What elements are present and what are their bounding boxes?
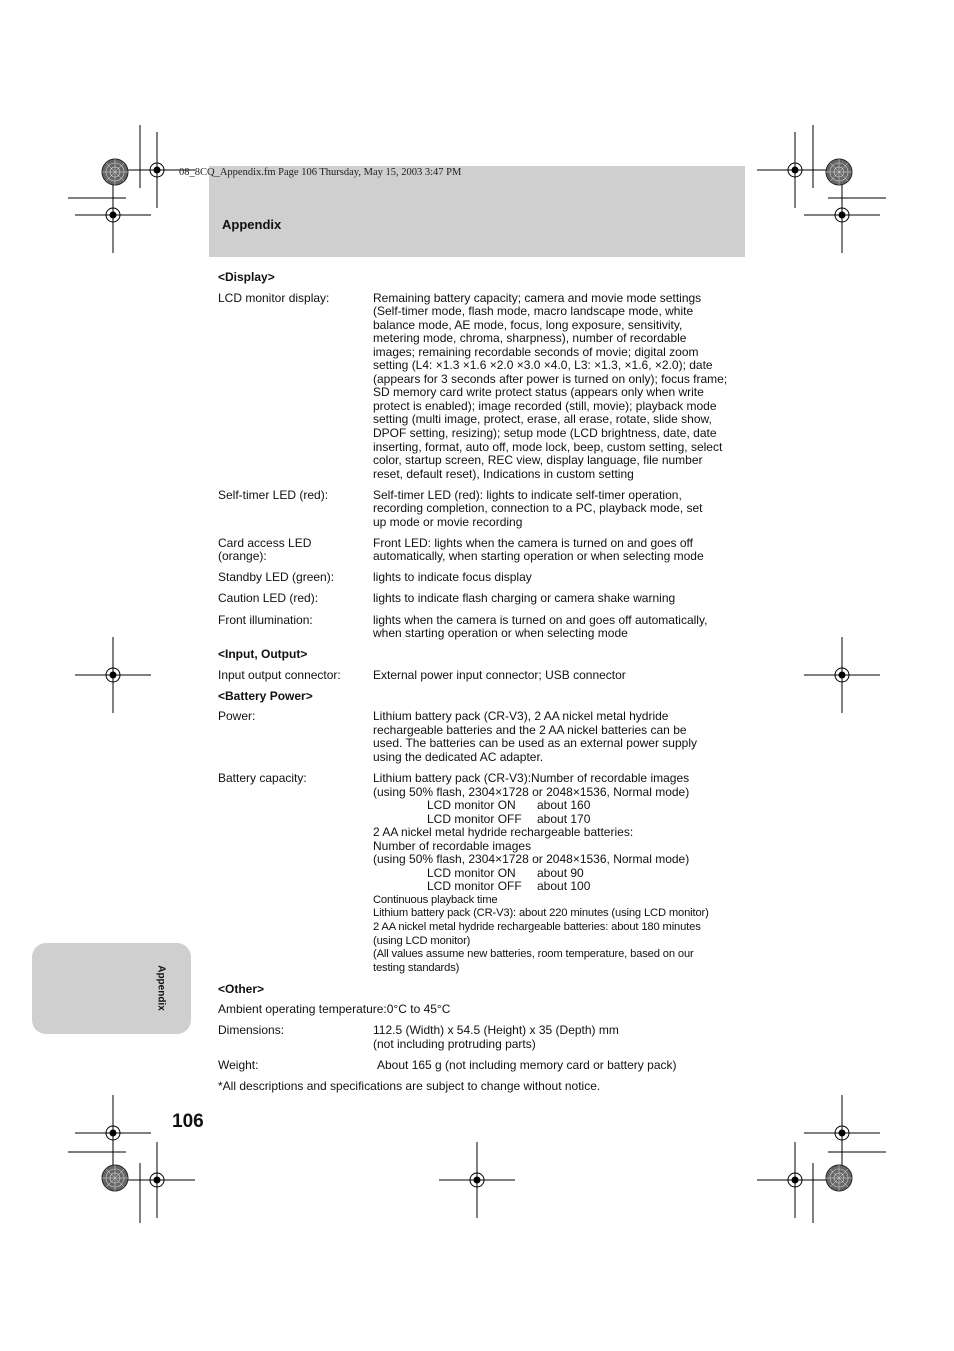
registration-cross-icon bbox=[757, 132, 833, 208]
spec-row-selftimer bbox=[218, 489, 740, 530]
spec-row-battery-capacity bbox=[218, 772, 740, 975]
text-line: up mode or movie recording bbox=[373, 514, 523, 529]
text-line: when starting operation or when selecting mode bbox=[373, 626, 628, 641]
spec-label: Self-timer LED (red): bbox=[218, 487, 329, 502]
section-heading-battery: <Battery Power> bbox=[218, 688, 313, 703]
spec-row-power bbox=[218, 710, 740, 764]
capacity-mode: LCD monitor ON bbox=[427, 865, 516, 880]
text-line: (Self-timer mode, flash mode, macro landscape mode, white bbox=[373, 304, 694, 319]
page-number: 106 bbox=[172, 1111, 204, 1132]
spec-value bbox=[373, 489, 740, 530]
registration-cross-icon bbox=[119, 1142, 195, 1218]
section-heading-io: <Input, Output> bbox=[218, 647, 308, 662]
registration-cross-icon bbox=[804, 177, 880, 253]
spec-row-ambient bbox=[218, 1003, 740, 1017]
text-line: Lithium battery pack (CR-V3), 2 AA nickel metal hydride bbox=[373, 709, 669, 724]
spec-row-connector bbox=[218, 669, 740, 683]
text-line: automatically, when starting operation or when selecting mode bbox=[373, 549, 704, 564]
spec-value: About 165 g (not including memory card or battery pack) bbox=[377, 1057, 677, 1072]
text-line: protect is enabled); image recorded (still, movie); playback mode bbox=[373, 398, 717, 413]
spec-value bbox=[373, 614, 740, 641]
capacity-count: about 170 bbox=[537, 811, 591, 826]
text-line: reset, default reset), Indications in custom setting bbox=[373, 466, 634, 481]
spec-value: lights to indicate flash charging or camera shake warning bbox=[373, 591, 676, 606]
spec-label: LCD monitor display: bbox=[218, 290, 330, 305]
text-line: inserting, format, auto off, mode lock, beep, custom setting, select bbox=[373, 439, 723, 454]
registration-cross-icon bbox=[804, 637, 880, 713]
text-line: Lithium battery pack (CR-V3): about 220 minutes (using LCD monitor) bbox=[373, 907, 709, 920]
spec-value bbox=[373, 537, 740, 564]
text-line: Self-timer LED (red): lights to indicate self-timer operation, bbox=[373, 487, 682, 502]
text-line: 2 AA nickel metal hydride rechargeable batteries: about 180 minutes bbox=[373, 920, 701, 933]
label-line: Card access LED bbox=[218, 535, 312, 550]
text-line: testing standards) bbox=[373, 961, 460, 974]
label-line: (orange): bbox=[218, 549, 267, 564]
spec-label: Standby LED (green): bbox=[218, 570, 335, 585]
section-heading-other: <Other> bbox=[218, 981, 265, 996]
capacity-mode: LCD monitor OFF bbox=[427, 811, 522, 826]
capacity-mode: LCD monitor ON bbox=[427, 798, 516, 813]
spec-row-caution bbox=[218, 592, 740, 606]
registration-cross-icon bbox=[75, 1095, 151, 1171]
footnote: *All descriptions and specifications are subject to change without notice. bbox=[218, 1078, 601, 1093]
registration-cross-icon bbox=[75, 177, 151, 253]
text-line: metering mode, chroma, sharpness), number of recordable bbox=[373, 331, 687, 346]
text-line: (using 50% flash, 2304×1728 or 2048×1536, Normal mode) bbox=[373, 852, 690, 867]
spec-label: Front illumination: bbox=[218, 612, 313, 627]
capacity-entry bbox=[373, 867, 740, 881]
spec-content bbox=[218, 268, 740, 1093]
color-target-icon bbox=[102, 159, 128, 185]
spec-row-lcd bbox=[218, 292, 740, 482]
text-line: setting (L4: ×1.3 ×1.6 ×2.0 ×3.0 ×4.0, L3: ×1.3, ×1.6, ×2.0); date bbox=[373, 358, 713, 373]
registration-cross-icon bbox=[804, 1095, 880, 1171]
spec-label: Dimensions: bbox=[218, 1023, 285, 1038]
text-line: Number of recordable images bbox=[373, 838, 532, 853]
spec-value bbox=[373, 710, 740, 764]
spec-row-dimensions bbox=[218, 1024, 740, 1051]
spec-value bbox=[373, 292, 740, 482]
text-line: DPOF setting, resizing); setup mode (LCD brightness, date, date bbox=[373, 426, 717, 441]
capacity-count: about 100 bbox=[537, 879, 591, 894]
text-line: (appears for 3 seconds after power is turned on only); focus frame; bbox=[373, 371, 728, 386]
capacity-count: about 90 bbox=[537, 865, 584, 880]
text-line: 2 AA nickel metal hydride rechargeable batteries: bbox=[373, 825, 634, 840]
text-line: Front LED: lights when the camera is turned on and goes off bbox=[373, 535, 693, 550]
color-target-icon bbox=[102, 1165, 128, 1191]
text-line: Continuous playback time bbox=[373, 893, 498, 906]
registration-cross-icon bbox=[439, 1142, 515, 1218]
header-band bbox=[209, 166, 745, 257]
spec-value bbox=[373, 1024, 740, 1051]
text-line: recording completion, connection to a PC, playback mode, set bbox=[373, 501, 703, 516]
spec-value bbox=[373, 772, 740, 975]
color-target-icon bbox=[826, 159, 852, 185]
side-tab bbox=[32, 943, 191, 1034]
text-line: (using LCD monitor) bbox=[373, 934, 471, 947]
spec-value: External power input connector; USB connector bbox=[373, 667, 626, 682]
text-line: (All values assume new batteries, room temperature, based on our bbox=[373, 948, 694, 961]
registration-cross-icon bbox=[757, 1142, 833, 1218]
page-title: Appendix bbox=[222, 217, 282, 232]
text-line: rechargeable batteries and the 2 AA nickel batteries can be bbox=[373, 722, 687, 737]
spec-row-weight bbox=[218, 1059, 740, 1073]
text-line: Remaining battery capacity; camera and movie mode settings bbox=[373, 290, 702, 305]
spec-text: Ambient operating temperature:0°C to 45°C bbox=[218, 1002, 451, 1017]
capacity-count: about 160 bbox=[537, 798, 591, 813]
side-tab-label: Appendix bbox=[155, 965, 167, 1011]
spec-label: Caution LED (red): bbox=[218, 591, 319, 606]
spec-label: Weight: bbox=[218, 1057, 259, 1072]
registration-cross-icon bbox=[75, 637, 151, 713]
text-line: images; remaining recordable seconds of movie; digital zoom bbox=[373, 344, 699, 359]
file-info: 08_8CQ_Appendix.fm Page 106 Thursday, May 15, 2003 3:47 PM bbox=[179, 167, 462, 178]
text-line: lights when the camera is turned on and goes off automatically, bbox=[373, 612, 708, 627]
spec-label: Input output connector: bbox=[218, 667, 341, 682]
text-line: color, startup screen, REC view, display language, file number bbox=[373, 453, 703, 468]
spec-value: lights to indicate focus display bbox=[373, 570, 532, 585]
text-line: setting (multi image, protect, erase, all erase, rotate, slide show, bbox=[373, 412, 712, 427]
spec-row-front-illumination bbox=[218, 614, 740, 641]
text-line: 112.5 (Width) x 54.5 (Height) x 35 (Depth) mm bbox=[373, 1023, 619, 1038]
text-line: Lithium battery pack (CR-V3):Number of recordable images bbox=[373, 770, 690, 785]
capacity-entry bbox=[373, 799, 740, 813]
text-line: (using 50% flash, 2304×1728 or 2048×1536, Normal mode) bbox=[373, 784, 690, 799]
section-heading-display: <Display> bbox=[218, 270, 275, 284]
spec-label bbox=[218, 537, 373, 564]
capacity-entry bbox=[373, 880, 740, 894]
text-line: balance mode, AE mode, focus, long exposure, sensitivity, bbox=[373, 317, 683, 332]
capacity-entry bbox=[373, 813, 740, 827]
capacity-mode: LCD monitor OFF bbox=[427, 879, 522, 894]
text-line: using the dedicated AC adapter. bbox=[373, 749, 544, 764]
color-target-icon bbox=[826, 1165, 852, 1191]
spec-row-standby bbox=[218, 571, 740, 585]
text-line: (not including protruding parts) bbox=[373, 1036, 536, 1051]
spec-row-card-access bbox=[218, 537, 740, 564]
spec-label: Battery capacity: bbox=[218, 770, 307, 785]
text-line: SD memory card write protect status (appears only when write bbox=[373, 385, 704, 400]
spec-label: Power: bbox=[218, 709, 256, 724]
text-line: used. The batteries can be used as an external power supply bbox=[373, 736, 697, 751]
